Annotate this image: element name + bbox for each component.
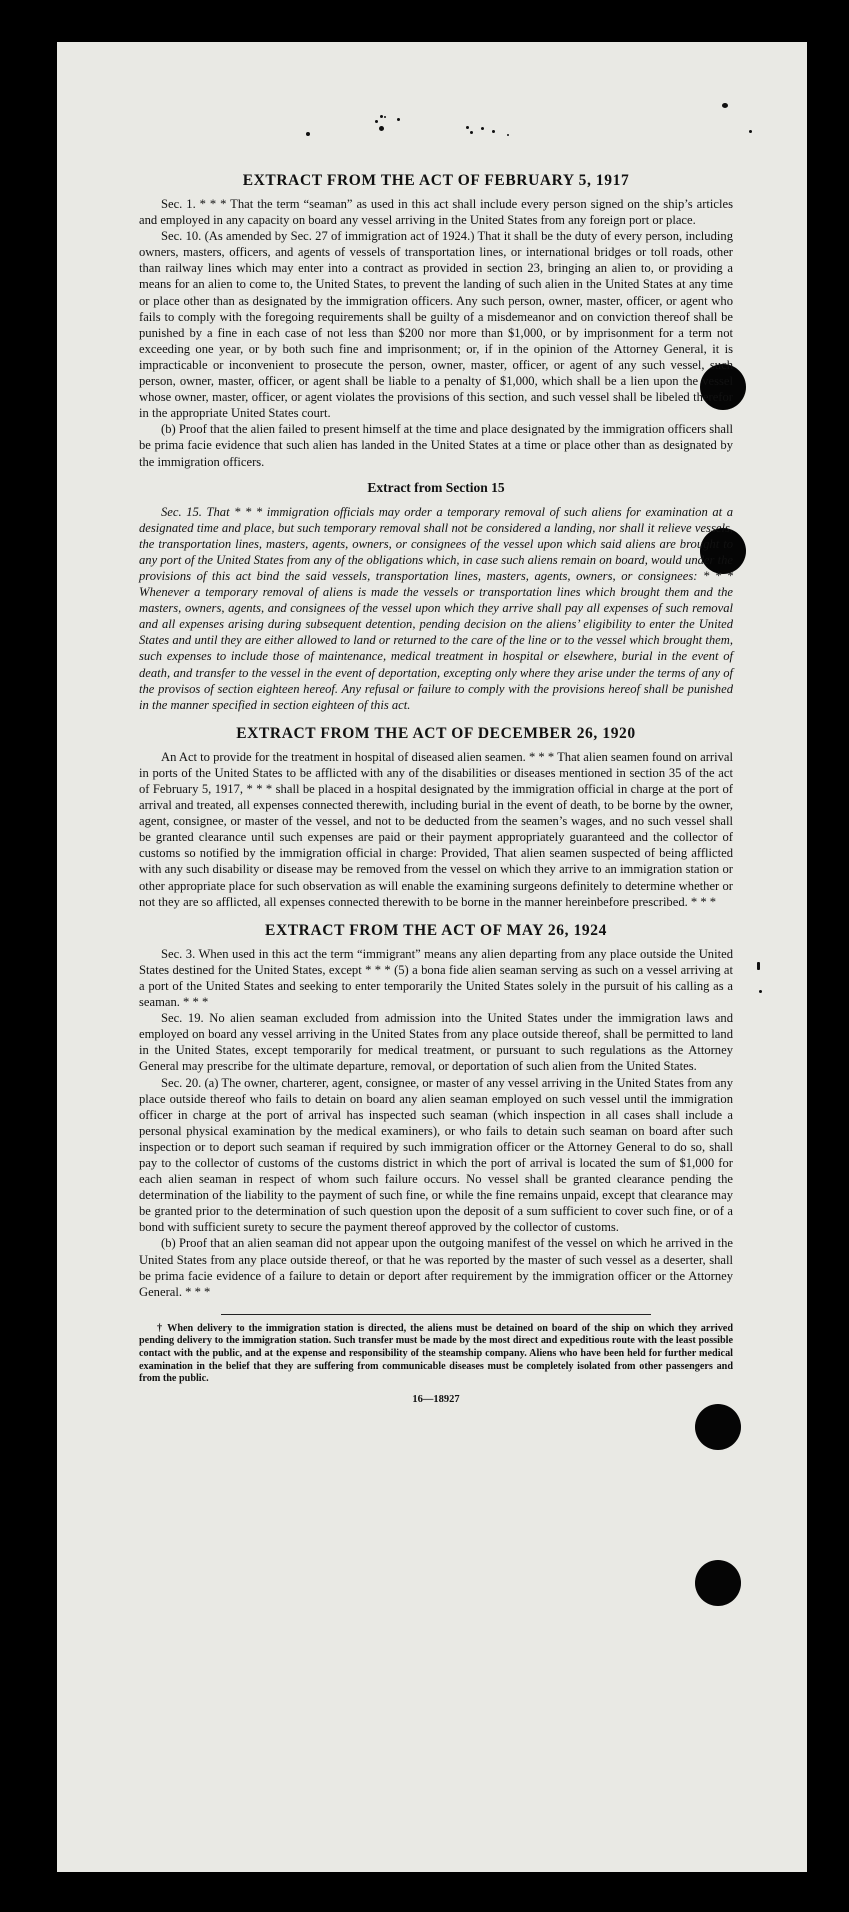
scan-speck bbox=[466, 126, 469, 129]
scan-speck bbox=[759, 990, 762, 993]
scan-speck bbox=[379, 126, 384, 131]
page-number: 16—18927 bbox=[412, 1393, 460, 1405]
paragraph-sec-3: Sec. 3. When used in this act the term “immigrant” means any alien departing from any place outside the United States destined for the United States, except * * * (5) a bona fide alien seaman serving as such on a vessel arriving at a port of the United States and seeking to enter temporarily the United States solely in the pursuit of his calling as a seaman. * * * bbox=[139, 946, 733, 1010]
scan-speck bbox=[722, 103, 728, 108]
paragraph-sec-20: Sec. 20. (a) The owner, charterer, agent, consignee, or master of any vessel arriving in the United States from any place outside thereof who fails to detain on board any alien seaman employed on such vessel until the immigration officer in charge at the port of arrival has inspected such seaman (which inspection in all cases shall include a personal physical examination by the medical examiners), or who fails to detain such seaman on board after such inspection or to deport such seaman if required by such immigration officer or the Attorney General to do so, shall pay to the collector of customs of the customs district in which the port of arrival is located the sum of $1,000 for each alien seaman in respect of whom such failure occurs. No vessel shall be granted clearance pending the determination of the liability to the payment of such fine, or while the fine remains unpaid, except that clearance may be granted prior to the determination of such question upon the deposit of a sum sufficient to cover such fine, or of a bond with sufficient surety to secure the payment thereof approved by the collector of customs. bbox=[139, 1075, 733, 1235]
scan-speck bbox=[384, 116, 386, 118]
document-body bbox=[139, 172, 733, 1405]
footnote: † When delivery to the immigration station is directed, the aliens must be detained on board of the ship on which they arrived pending delivery to the immigration station. Such transfer must be made by the most direct and expeditious route with the least possible contact with the public, and at the expense and responsibility of the steamship company. Aliens who have been held for further medical examination in the belief that they are suffering from communicable diseases must be completely isolated from other passengers and from the public. bbox=[139, 1322, 733, 1385]
scan-speck bbox=[757, 962, 760, 970]
scan-speck bbox=[481, 127, 484, 130]
paragraph-sec-1: Sec. 1. * * * That the term “seaman” as used in this act shall include every person signed on the ship’s articles and employed in any capacity on board any vessel arriving in the United States from any foreign port or place. bbox=[139, 197, 733, 228]
scan-speck bbox=[380, 115, 383, 118]
section-title-sec-15: Extract from Section 15 bbox=[367, 479, 505, 495]
scan-speck bbox=[507, 134, 509, 136]
scan-speck bbox=[470, 131, 473, 134]
scan-speck bbox=[749, 130, 752, 133]
footnote-divider bbox=[221, 1314, 651, 1315]
paragraph-sec-10: Sec. 10. (As amended by Sec. 27 of immigration act of 1924.) That it shall be the duty of every person, including owners, masters, officers, and agents of vessels of transportation lines, or international bridges or toll roads, other than railway lines which may enter into a contract as provided in section 23, bringing an alien to, or providing a means for an alien to come to, the United States, to prevent the landing of such alien in the United States at any time or place other than as designated by the immigration officers. Any such person, owner, master, officer, or agent who fails to comply with the foregoing requirements shall be guilty of a misdemeanor and on conviction thereof shall be punished by a fine in each case of not less than $200 nor more than $1,000, or by imprisonment for a term not exceeding one year, or by both such fine and imprisonment; or, if in the opinion of the Attorney General, it is impracticable or inconvenient to prosecute the person, owner, master, officer, or agent of any such vessel, such person, owner, master, officer, or agent shall be liable to a penalty of $1,000, which shall be a lien upon the vessel whose owner, master, officer, or agent violates the provisions of this section, and such vessel shall be libeled therefor in the appropriate United States court. bbox=[139, 229, 733, 421]
scan-speck bbox=[306, 132, 310, 136]
paragraph-proof-b: (b) Proof that the alien failed to present himself at the time and place designated by the immigration officers shall be prima facie evidence that such alien has landed in the United States at a time or place other than as designated by the immigration officers. bbox=[139, 422, 733, 469]
paragraph-sec-20-b: (b) Proof that an alien seaman did not appear upon the outgoing manifest of the vessel on which he arrived in the United States from any place outside thereof, or that he was reported by the master of such vessel as a deserter, shall be prima facie evidence of a failure to detain or deport after requirement by the immigration officer or the Attorney General. * * * bbox=[139, 1236, 733, 1299]
paragraph-sec-15: Sec. 15. That * * * immigration officials may order a temporary removal of such aliens for examination at a designated time and place, but such temporary removal shall not be considered a landing, nor shall it relieve vessels, the transportation lines, masters, agents, owners, or consignees of the vessel upon which said aliens are brought to any port of the United States from any of the obligations which, in case such aliens remain on board, would under the provisions of this act bind the said vessels, transportation lines, masters, agents, owners, or consignees: * * * Whenever a temporary removal of aliens is made the vessels or transportation lines which brought them and the masters, owners, agents, and consignees of the vessel upon which they arrive shall pay all expenses of such removal and all expenses arising during subsequent detention, pending decision on the aliens’ eligibility to enter the United States and until they are either allowed to land or returned to the care of the line or to the vessel which brought them, such expenses to include those of maintenance, medical treatment in hospital or elsewhere, burial in the event of death, and transfer to the vessel in the event of deportation, excepting only where they arise under the terms of any of the provisos of section eighteen hereof. Any refusal or failure to comply with the provisions hereof shall be punished in the manner specified in section eighteen of this act. bbox=[139, 504, 733, 712]
paragraph-act-1920: An Act to provide for the treatment in hospital of diseased alien seamen. * * * That alien seamen found on arrival in ports of the United States to be afflicted with any of the disabilities or diseases mentioned in section 35 of the act of February 5, 1917, * * * shall be placed in a hospital designated by the immigration official in charge at the port of arrival and treated, all expenses connected therewith, including burial in the event of death, to be borne by the owner, agent, consignee, or master of the vessel, and not to be deducted from the seamen’s wages, and no such vessel shall be granted clearance until such expenses are paid or their payment appropriately guaranteed and the collector of customs so notified by the immigration official in charge: Provided, That alien seamen suspected of being afflicted with any such disability or disease may be removed from the vessel on which they arrive to an immigration station or other appropriate place for such observation as will enable the examining surgeons definitely to determine whether or not they are so afflicted, all expenses connected therewith to be borne in the manner hereinbefore prescribed. * * * bbox=[139, 749, 733, 909]
section-title-dec-1920: EXTRACT FROM THE ACT OF DECEMBER 26, 1920 bbox=[236, 724, 636, 742]
scan-speck bbox=[375, 120, 378, 123]
punch-hole bbox=[695, 1404, 741, 1450]
punch-hole bbox=[695, 1560, 741, 1606]
scan-speck bbox=[397, 118, 400, 121]
document-page bbox=[57, 42, 807, 1872]
paragraph-sec-19: Sec. 19. No alien seaman excluded from admission into the United States under the immigration laws and employed on board any vessel arriving in the United States from any place outside thereof, shall be permitted to land in the United States, except temporarily for medical treatment, or pursuant to such regulations as the Attorney General may prescribe for the ultimate departure, removal, or deportation of such alien from the United States. bbox=[139, 1011, 733, 1074]
section-title-feb-1917: EXTRACT FROM THE ACT OF FEBRUARY 5, 1917 bbox=[242, 172, 630, 189]
section-title-may-1924: EXTRACT FROM THE ACT OF MAY 26, 1924 bbox=[265, 921, 607, 939]
scan-speck bbox=[492, 130, 495, 133]
